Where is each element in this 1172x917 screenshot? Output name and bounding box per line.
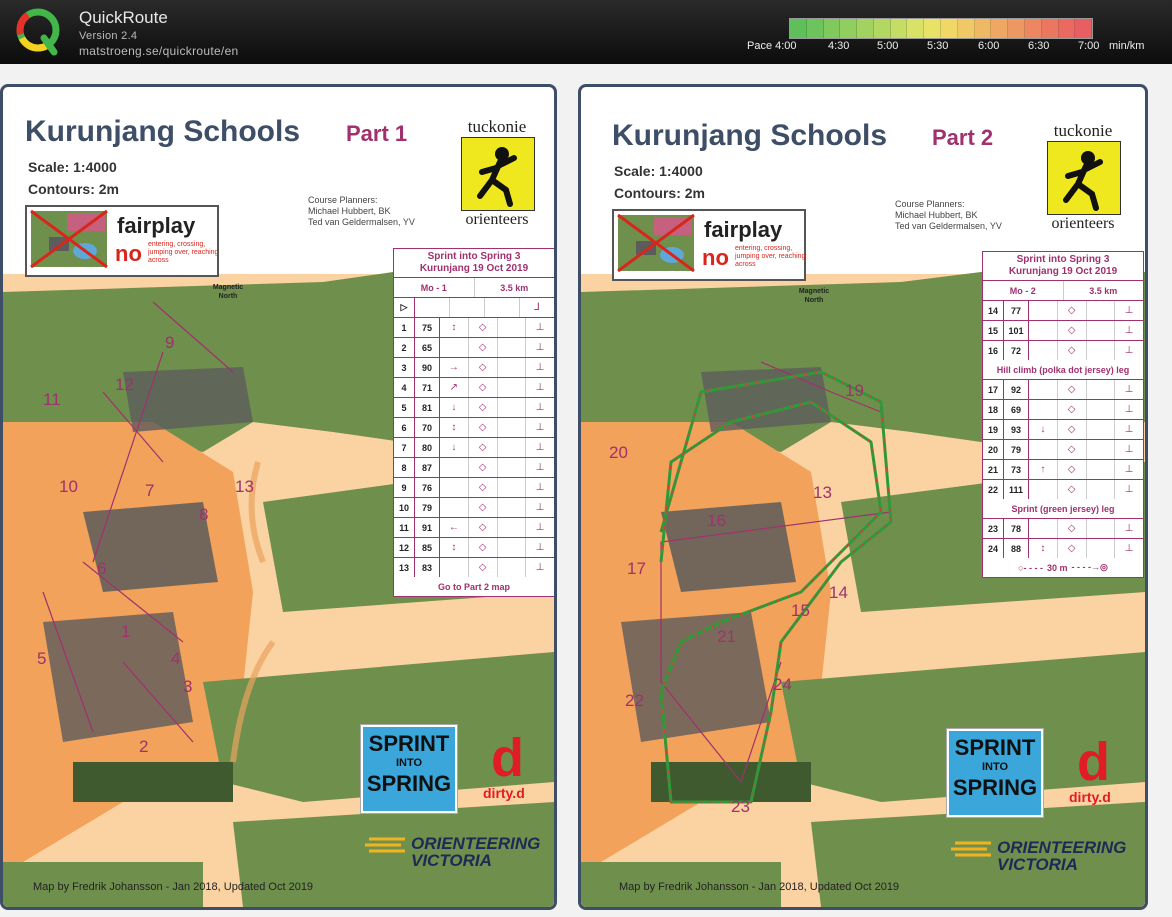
pace-color-segment (1008, 19, 1025, 38)
fairplay-notice (612, 209, 806, 281)
cd-feature-icon: ◇ (469, 398, 498, 417)
control-number-label: 3 (183, 677, 193, 696)
pace-unit: min/km (1109, 40, 1145, 52)
pace-tick: 7:00 (1078, 40, 1100, 52)
pace-color-bar (789, 18, 1093, 39)
cd-control-row (394, 358, 554, 378)
cd-course-row: Mo - 1 3.5 km (394, 278, 554, 298)
cd-control-row (983, 400, 1143, 420)
cd-location-icon (1087, 539, 1116, 558)
cd-direction: ↓ (440, 398, 469, 417)
cd-location-icon (498, 418, 527, 437)
cd-location-icon (498, 338, 527, 357)
cd-control-number: 7 (394, 438, 415, 457)
cd-feature-icon: ◇ (469, 338, 498, 357)
planners-title: Course Planners: (308, 195, 378, 205)
cd-direction (1029, 400, 1058, 419)
fairplay-no: no (702, 245, 729, 270)
cd-control-code: 83 (415, 558, 440, 577)
cd-control-number: 21 (983, 460, 1004, 479)
club-name-top: tuckonie (1053, 121, 1113, 140)
cd-location-icon (1087, 440, 1116, 459)
cd-location-icon (498, 438, 527, 457)
map-scale: Scale: 1:4000 (614, 163, 703, 179)
cd-leg-row: Hill climb (polka dot jersey) leg (983, 360, 1143, 380)
cd-direction: ↕ (440, 318, 469, 337)
cd-feature-icon: ◇ (1058, 480, 1087, 499)
cd-control-number: 4 (394, 378, 415, 397)
cd-direction (440, 498, 469, 517)
cd-direction: ↕ (440, 418, 469, 437)
cd-control-row (394, 478, 554, 498)
cd-location-icon (498, 358, 527, 377)
cd-control-row (394, 558, 554, 577)
control-number-label: 13 (813, 483, 832, 502)
map-scale: Scale: 1:4000 (28, 159, 117, 175)
cd-control-number: 2 (394, 338, 415, 357)
cd-feature-icon: ◇ (1058, 519, 1087, 538)
cd-feature-icon: ◇ (469, 438, 498, 457)
control-number-label: 15 (791, 601, 810, 620)
cd-location-icon (1087, 480, 1116, 499)
cd-control-number: 9 (394, 478, 415, 497)
cd-feature-icon: ◇ (1058, 460, 1087, 479)
dirty-d-logo: d dirty.d (1069, 732, 1111, 805)
control-description-sheet[interactable] (393, 248, 555, 597)
cd-direction (440, 478, 469, 497)
cd-detail-icon: ⊥ (535, 522, 545, 533)
control-number-label: 10 (59, 477, 78, 496)
cd-control-code: 111 (1004, 480, 1029, 499)
cd-location-icon (498, 538, 527, 557)
cd-feature-icon: ◇ (469, 378, 498, 397)
cd-direction (440, 458, 469, 477)
control-number-label: 2 (139, 737, 149, 756)
cd-direction (1029, 440, 1058, 459)
control-number-label: 20 (609, 443, 628, 462)
cd-control-number: 14 (983, 301, 1004, 320)
cd-location-icon (498, 378, 527, 397)
pace-color-segment (958, 19, 975, 38)
fairplay-notice (25, 205, 219, 277)
cd-control-number: 8 (394, 458, 415, 477)
planner-name: Ted van Geldermalsen, YV (308, 217, 415, 227)
pace-color-segment (907, 19, 924, 38)
control-number-label: 21 (717, 627, 736, 646)
cd-leg-row: Sprint (green jersey) leg (983, 499, 1143, 519)
ov-stripes-icon (365, 837, 407, 857)
cd-location-icon (498, 398, 527, 417)
pace-color-segment (941, 19, 958, 38)
cd-detail-icon: ⊥ (535, 502, 545, 513)
pace-color-segment (857, 19, 874, 38)
control-number-label: 11 (43, 390, 61, 409)
app-url-link[interactable]: matstroeng.se/quickroute/en (79, 44, 239, 58)
ov-stripes-icon (951, 841, 993, 861)
cd-control-code: 71 (415, 378, 440, 397)
cd-control-code: 88 (1004, 539, 1029, 558)
cd-location-icon (498, 518, 527, 537)
cd-header: Sprint into Spring 3 Kurunjang 19 Oct 2019 (983, 252, 1143, 281)
cd-location-icon (1087, 301, 1116, 320)
control-number-label: 6 (97, 559, 107, 578)
cd-feature-icon: ◇ (469, 538, 498, 557)
cd-location-icon (498, 318, 527, 337)
cd-control-number: 17 (983, 380, 1004, 399)
cd-direction: ↕ (1029, 539, 1058, 558)
cd-control-code: 69 (1004, 400, 1029, 419)
control-number-label: 23 (731, 797, 750, 816)
cd-control-row (394, 458, 554, 478)
cd-control-number: 12 (394, 538, 415, 557)
cd-control-row (394, 538, 554, 558)
cd-finish-row: ○- - - - 30 m - - - -→◎ (1018, 562, 1108, 573)
cd-detail-icon: ⊥ (535, 442, 545, 453)
app-name: QuickRoute (79, 8, 168, 27)
orienteering-victoria-logo: ORIENTEERING VICTORIA (411, 834, 541, 870)
cd-feature-icon: ◇ (469, 518, 498, 537)
cd-location-icon (1087, 400, 1116, 419)
cd-feature-icon: ◇ (1058, 301, 1087, 320)
cd-control-number: 19 (983, 420, 1004, 439)
cd-control-row (394, 338, 554, 358)
club-name-bottom: orienteers (1051, 215, 1115, 232)
cd-direction: ← (440, 518, 469, 537)
map-contours: Contours: 2m (614, 185, 705, 201)
cd-control-row (983, 440, 1143, 460)
cd-feature-icon: ◇ (1058, 400, 1087, 419)
cd-direction (1029, 519, 1058, 538)
cd-control-row (983, 341, 1143, 360)
cd-direction (1029, 380, 1058, 399)
pace-color-segment (991, 19, 1008, 38)
fairplay-detail: entering, crossing, jumping over, reaching across (148, 241, 219, 264)
cd-location-icon (1087, 341, 1116, 360)
dirty-d-logo: d dirty.d (483, 728, 525, 801)
map-credit: Map by Fredrik Johansson - Jan 2018, Updated Oct 2019 (33, 881, 314, 893)
cd-control-row (983, 301, 1143, 321)
cd-direction: → (440, 358, 469, 377)
sprint-into-spring-logo: SPRINT INTO SPRING (361, 725, 457, 813)
cd-detail-icon: ⊥ (535, 422, 545, 433)
cd-control-code: 77 (1004, 301, 1029, 320)
control-number-label: 14 (829, 583, 848, 602)
cd-control-code: 93 (1004, 420, 1029, 439)
cd-direction (1029, 480, 1058, 499)
cd-control-code: 87 (415, 458, 440, 477)
pace-color-segment (840, 19, 857, 38)
cd-detail-icon: ⊥ (1124, 464, 1134, 475)
cd-footer: Go to Part 2 map (437, 581, 510, 592)
cd-location-icon (1087, 519, 1116, 538)
runner-logo-icon (1047, 141, 1121, 215)
cd-control-code: 80 (415, 438, 440, 457)
map-sheet-part-1[interactable] (0, 84, 557, 910)
control-number-label: 16 (707, 511, 726, 530)
cd-feature-icon: ◇ (469, 458, 498, 477)
orienteering-victoria-logo: ORIENTEERING VICTORIA (997, 838, 1127, 874)
cd-feature-icon: ◇ (469, 358, 498, 377)
cd-detail-icon: ⊥ (535, 362, 545, 373)
control-number-label: 17 (627, 559, 646, 578)
cd-control-number: 5 (394, 398, 415, 417)
cd-location-icon (498, 478, 527, 497)
cd-control-row (983, 519, 1143, 539)
cd-control-number: 6 (394, 418, 415, 437)
magnetic-north-label: Magnetic North (212, 284, 244, 300)
cd-control-code: 78 (1004, 519, 1029, 538)
control-number-label: 8 (199, 505, 209, 524)
cd-control-row (394, 318, 554, 338)
map-part-label: Part 1 (346, 121, 408, 146)
cd-detail-icon: ⊥ (535, 482, 545, 493)
cd-control-row (983, 380, 1143, 400)
cd-control-code: 85 (415, 538, 440, 557)
cd-control-number: 15 (983, 321, 1004, 340)
pace-color-segment (975, 19, 992, 38)
planner-name: Michael Hubbert, BK (308, 206, 391, 216)
cd-feature-icon: ◇ (469, 318, 498, 337)
cd-control-number: 16 (983, 341, 1004, 360)
cd-feature-icon: ◇ (469, 498, 498, 517)
cd-location-icon (1087, 321, 1116, 340)
cd-detail-icon: ⊥ (1124, 384, 1134, 395)
cd-feature-icon: ◇ (1058, 321, 1087, 340)
cd-control-code: 72 (1004, 341, 1029, 360)
cd-feature-icon: ◇ (1058, 440, 1087, 459)
cd-feature-icon: ◇ (469, 418, 498, 437)
cd-control-row (983, 539, 1143, 558)
map-part-label: Part 2 (932, 125, 994, 150)
pace-color-segment (891, 19, 908, 38)
cd-direction (440, 558, 469, 577)
course-planners (895, 199, 1002, 232)
cd-feature-icon: ◇ (1058, 420, 1087, 439)
cd-control-number: 3 (394, 358, 415, 377)
control-number-label: 4 (171, 649, 181, 668)
map-title: Kurunjang Schools (25, 115, 301, 148)
cd-control-number: 23 (983, 519, 1004, 538)
planner-name: Ted van Geldermalsen, YV (895, 221, 1002, 231)
pace-color-segment (824, 19, 841, 38)
cd-location-icon (1087, 460, 1116, 479)
cd-control-row (394, 398, 554, 418)
pace-tick: 5:00 (877, 40, 899, 52)
cd-control-code: 90 (415, 358, 440, 377)
map-sheet-part-2[interactable] (578, 84, 1148, 910)
cd-direction (1029, 321, 1058, 340)
map-contours: Contours: 2m (28, 181, 119, 197)
cd-detail-icon: ⊥ (1124, 325, 1134, 336)
course-planners (308, 195, 415, 228)
cd-direction: ↕ (440, 538, 469, 557)
cd-control-code: 76 (415, 478, 440, 497)
control-number-label: 22 (625, 691, 644, 710)
cd-location-icon (498, 458, 527, 477)
cd-control-row (983, 480, 1143, 499)
cd-control-row (983, 321, 1143, 341)
pace-color-segment (1042, 19, 1059, 38)
cd-direction: ↓ (1029, 420, 1058, 439)
cd-direction: ↑ (1029, 460, 1058, 479)
cd-feature-icon: ◇ (1058, 341, 1087, 360)
cd-control-code: 75 (415, 318, 440, 337)
cd-detail-icon: ⊥ (535, 402, 545, 413)
pace-color-segment (874, 19, 891, 38)
app-header (0, 0, 1172, 64)
cd-location-icon (1087, 380, 1116, 399)
cd-location-icon (498, 558, 527, 577)
control-number-label: 13 (235, 477, 254, 496)
cd-control-code: 65 (415, 338, 440, 357)
control-description-sheet[interactable] (982, 251, 1144, 578)
magnetic-north-label: Magnetic North (798, 288, 830, 304)
cd-control-number: 24 (983, 539, 1004, 558)
cd-detail-icon: ⊥ (1124, 444, 1134, 455)
cd-detail-icon: ⊥ (1124, 305, 1134, 316)
cd-feature-icon: ◇ (1058, 539, 1087, 558)
cd-control-code: 70 (415, 418, 440, 437)
cd-detail-icon: ⊥ (535, 562, 545, 573)
cd-direction (1029, 341, 1058, 360)
fairplay-no: no (115, 241, 142, 266)
cd-control-code: 73 (1004, 460, 1029, 479)
cd-control-code: 91 (415, 518, 440, 537)
cd-control-number: 11 (394, 518, 415, 537)
cd-detail-icon: ⊥ (1124, 484, 1134, 495)
cd-control-row (394, 378, 554, 398)
cd-control-code: 79 (415, 498, 440, 517)
cd-control-row (394, 438, 554, 458)
cd-detail-icon: ⊥ (535, 462, 545, 473)
cd-header: Sprint into Spring 3 Kurunjang 19 Oct 2019 (394, 249, 554, 278)
fairplay-detail: entering, crossing, jumping over, reaching across (735, 245, 806, 268)
club-name-top: tuckonie (467, 117, 527, 136)
cd-control-code: 92 (1004, 380, 1029, 399)
cd-feature-icon: ◇ (1058, 380, 1087, 399)
control-number-label: 1 (121, 622, 131, 641)
cd-control-number: 13 (394, 558, 415, 577)
cd-control-row (983, 420, 1143, 440)
map-credit: Map by Fredrik Johansson - Jan 2018, Updated Oct 2019 (619, 881, 900, 893)
fairplay-map-icon (27, 207, 111, 271)
cd-detail-icon: ⊥ (1124, 424, 1134, 435)
control-number-label: 12 (115, 375, 134, 394)
cd-start-row: ▷ ⅃ (394, 298, 554, 318)
cd-control-number: 1 (394, 318, 415, 337)
cd-detail-icon: ⊥ (535, 342, 545, 353)
pace-tick: 5:30 (927, 40, 949, 52)
pace-color-segment (807, 19, 824, 38)
pace-color-segment (1025, 19, 1042, 38)
cd-control-row (983, 460, 1143, 480)
cd-control-row (394, 518, 554, 538)
runner-logo-icon (461, 137, 535, 211)
app-version: Version 2.4 (79, 30, 138, 42)
cd-detail-icon: ⊥ (535, 382, 545, 393)
control-number-label: 9 (165, 333, 175, 352)
cd-control-number: 20 (983, 440, 1004, 459)
cd-detail-icon: ⊥ (1124, 404, 1134, 415)
planner-name: Michael Hubbert, BK (895, 210, 978, 220)
fairplay-word: fairplay (117, 213, 196, 238)
cd-control-number: 10 (394, 498, 415, 517)
pace-color-segment (924, 19, 941, 38)
cd-feature-icon: ◇ (469, 478, 498, 497)
cd-control-number: 22 (983, 480, 1004, 499)
cd-control-row (394, 498, 554, 518)
cd-control-code: 79 (1004, 440, 1029, 459)
cd-feature-icon: ◇ (469, 558, 498, 577)
cd-control-code: 101 (1004, 321, 1029, 340)
control-number-label: 24 (773, 675, 792, 694)
club-name-bottom: orienteers (465, 211, 529, 228)
pace-tick: 6:00 (978, 40, 1000, 52)
control-number-label: 7 (145, 481, 155, 500)
pace-color-segment (1075, 19, 1092, 38)
control-number-label: 5 (37, 649, 47, 668)
cd-course-row: Mo - 2 3.5 km (983, 281, 1143, 301)
cd-control-row (394, 418, 554, 438)
pace-tick: 6:30 (1028, 40, 1050, 52)
cd-direction (1029, 301, 1058, 320)
pace-tick: 4:30 (828, 40, 850, 52)
control-number-label: 19 (845, 381, 864, 400)
pace-color-segment (790, 19, 807, 38)
pace-label-start: Pace 4:00 (747, 40, 797, 52)
cd-location-icon (1087, 420, 1116, 439)
fairplay-word: fairplay (704, 217, 783, 242)
cd-direction: ↓ (440, 438, 469, 457)
map-title: Kurunjang Schools (612, 119, 888, 152)
planners-title: Course Planners: (895, 199, 965, 209)
cd-control-number: 18 (983, 400, 1004, 419)
cd-detail-icon: ⊥ (1124, 345, 1134, 356)
cd-detail-icon: ⊥ (535, 542, 545, 553)
cd-direction: ↗ (440, 378, 469, 397)
cd-detail-icon: ⊥ (1124, 543, 1134, 554)
cd-detail-icon: ⊥ (535, 322, 545, 333)
cd-location-icon (498, 498, 527, 517)
cd-control-code: 81 (415, 398, 440, 417)
cd-detail-icon: ⊥ (1124, 523, 1134, 534)
pace-color-segment (1059, 19, 1076, 38)
sprint-into-spring-logo: SPRINT INTO SPRING (947, 729, 1043, 817)
quickroute-logo-icon (14, 6, 62, 56)
cd-direction (440, 338, 469, 357)
fairplay-map-icon (614, 211, 698, 275)
